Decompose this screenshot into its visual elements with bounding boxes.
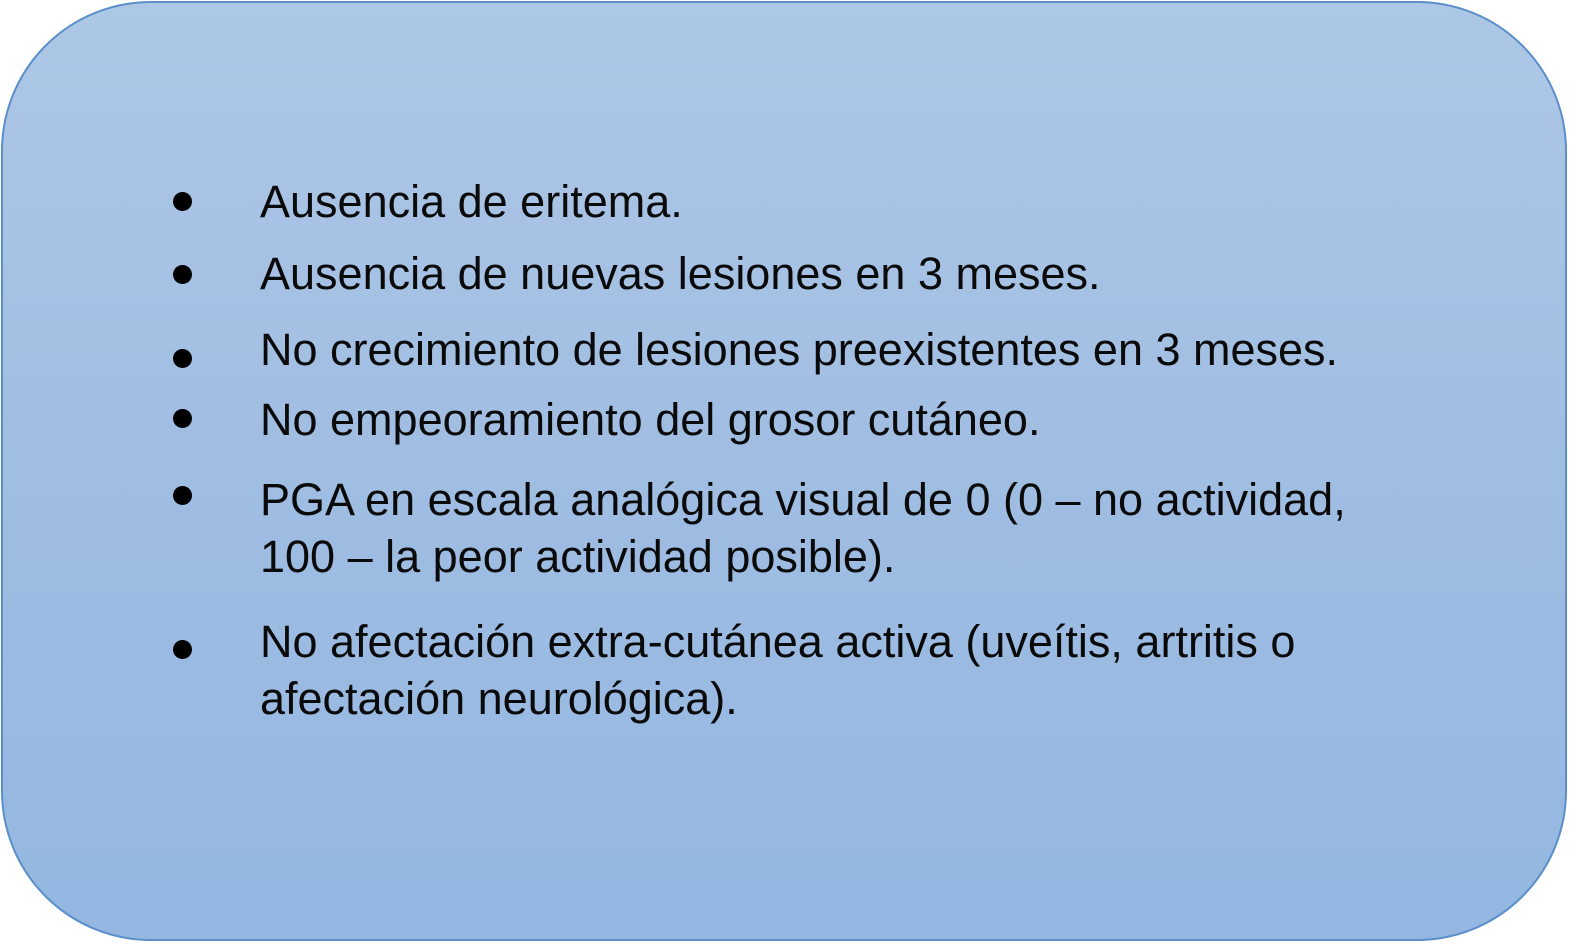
bullet-icon — [173, 486, 192, 505]
list-item-text — [260, 471, 1460, 585]
bullet-icon — [173, 192, 192, 211]
list-item-text — [260, 245, 1460, 302]
list-item-line: No afectación extra-cutánea activa (uveítis, artritis o — [260, 616, 1296, 667]
bullet-icon — [173, 409, 192, 428]
list-item-line: PGA en escala analógica visual de 0 (0 – no actividad, — [260, 474, 1346, 525]
list-item-text — [260, 613, 1460, 727]
list-item-text — [260, 173, 1460, 230]
list-item-text — [260, 391, 1460, 448]
list-item-text — [260, 321, 1460, 378]
bullet-icon — [173, 349, 192, 368]
list-item-line: Ausencia de nuevas lesiones en 3 meses. — [260, 248, 1101, 299]
list-item-line: No empeoramiento del grosor cutáneo. — [260, 394, 1041, 445]
list-item-line: 100 – la peor actividad posible). — [260, 531, 896, 582]
list-item-line: Ausencia de eritema. — [260, 176, 683, 227]
bullet-icon — [173, 640, 192, 659]
list-item-line: No crecimiento de lesiones preexistentes en 3 meses. — [260, 324, 1339, 375]
list-item-line: afectación neurológica). — [260, 673, 738, 724]
bullet-icon — [173, 265, 192, 284]
criteria-panel — [1, 1, 1567, 941]
